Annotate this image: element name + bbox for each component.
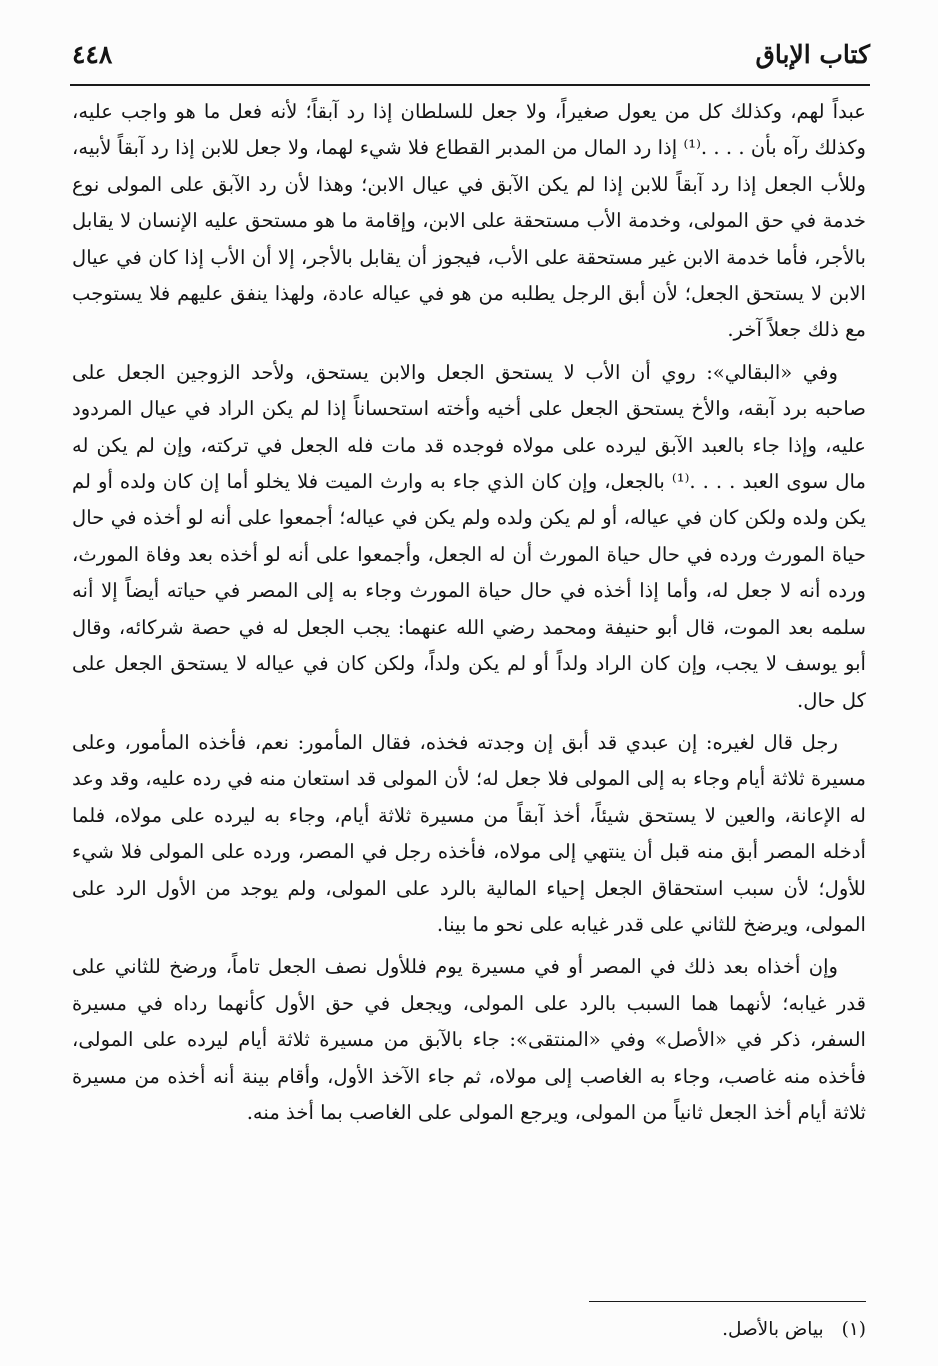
paragraph: عبداً لهم، وكذلك كل من يعول صغيراً، ولا جعل للسلطان إذا رد آبقاً؛ لأنه فعل ما هو واجب عليه، وكذلك رآه بأن . . . .⁽¹⁾ إذا رد المال من المدبر القطاع فلا شيء لهما، ولا جعل للابن إذا رد آبقاً لأبيه، وللأب الجعل إذا رد آبقاً للابن إذا لم يكن الآبق في عيال الابن؛ وهذا لأن رد الآبق على المولى نوع خدمة في حق المولى، وخدمة الأب مستحقة على الابن، وإقامة ما هو مستحق عليه الإنسان لا يقابل بالأجر، فأما خدمة الابن غير مستحقة على الأب، فيجوز أن يقابل بالأجر، إلا أن الأب إذا كان في عيال الابن لا يستحق الجعل؛ لأن أبق الرجل يطلبه من هو في عياله عادة، ولهذا ينفق عليهم فلا يستوجب مع ذلك جعلاً آخر. bbox=[72, 100, 866, 342]
paragraph: رجل قال لغيره: إن عبدي قد أبق إن وجدته فخذه، فقال المأمور: نعم، فأخذه المأمور، وعلى مسيرة ثلاثة أيام وجاء به إلى المولى فلا جعل له؛ لأن المولى قد استعان منه في رده عليه، وقد وعد له الإعانة، والعين لا يستحق شيئاً، أخذ آبقاً من مسيرة ثلاثة أيام، وجاء به ليرده على مولاه، فلما أدخله المصر أبق منه قبل أن ينتهي إلى مولاه، فأخذه رجل في المصر، ورده على المولى فلا شيء للأول؛ لأن سبب استحقاق الجعل إحياء المالية بالرد على المولى، ولم يوجد من الأول الرد على المولى، ويرضخ للثاني على قدر غيابه على نحو ما بينا. bbox=[72, 730, 866, 936]
footnotes bbox=[72, 1315, 866, 1345]
page-number: ٤٤٨ bbox=[72, 40, 113, 69]
paragraph: وفي «البقالي»: روي أن الأب لا يستحق الجعل والابن يستحق، ولأحد الزوجين الجعل على صاحبه برد آبقه، والأخ يستحق الجعل على أخيه وأخته استحساناً إذا لم يكن الراد في عيال المردود عليه، وإذا جاء بالعبد الآبق ليرده على مولاه فوجده قد مات فله الجعل في تركته، وإن لم يكن له مال سوى العبد . . . .⁽¹⁾ بالجعل، وإن كان الذي جاء به وارث الميت فلا يخلو أما إن كان ولده أو لم يكن ولده ولكن كان في عياله، أو لم يكن ولده ولم يكن في عياله؛ أجمعوا على أنه لو أخذه في حال حياة المورث ورده في حال حياة المورث أن له الجعل، وأجمعوا على أنه لو أخذه بعد وفاة المورث، ورده أنه لا جعل له، وأما إذا أخذه في حال حياة المورث وجاء به إلى المصر في حياته أيضاً إلا أنه سلمه بعد الموت، قال أبو حنيفة ومحمد رضي الله عنهما: يجب الجعل له في حصة شركائه، وقال أبو يوسف لا يجب، وإن كان الراد ولداً أو لم يكن ولداً، ولكن كان في عياله لا يستحق الجعل على كل حال. bbox=[72, 360, 866, 712]
footnote-divider bbox=[589, 1301, 866, 1302]
chapter-title: كتاب الإباق bbox=[755, 40, 870, 69]
footnote bbox=[72, 1315, 866, 1345]
footnote-number: (١) bbox=[841, 1319, 866, 1340]
page-header bbox=[70, 36, 870, 86]
paragraph: وإن أخذاه بعد ذلك في المصر أو في مسيرة يوم فللأول نصف الجعل تاماً، ورضخ للثاني على قدر غيابه؛ لأنهما هما السبب بالرد على المولى، ويجعل في حق الأول كأنهما رداه في مسيرة السفر، ذكر في «الأصل» وفي «المنتقى»: جاء بالآبق من مسيرة ثلاثة أيام ليرده على المولى، فأخذه منه غاصب، وجاء به الغاصب إلى مولاه، ثم جاء الآخذ الأول، وأقام بينة أنه أخذه من مسيرة ثلاثة أيام أخذ الجعل ثانياً من المولى، ويرجع المولى على الغاصب بما أخذ منه. bbox=[72, 955, 866, 1124]
footnote-text: بياض بالأصل. bbox=[722, 1319, 824, 1340]
body-text bbox=[72, 94, 866, 1131]
